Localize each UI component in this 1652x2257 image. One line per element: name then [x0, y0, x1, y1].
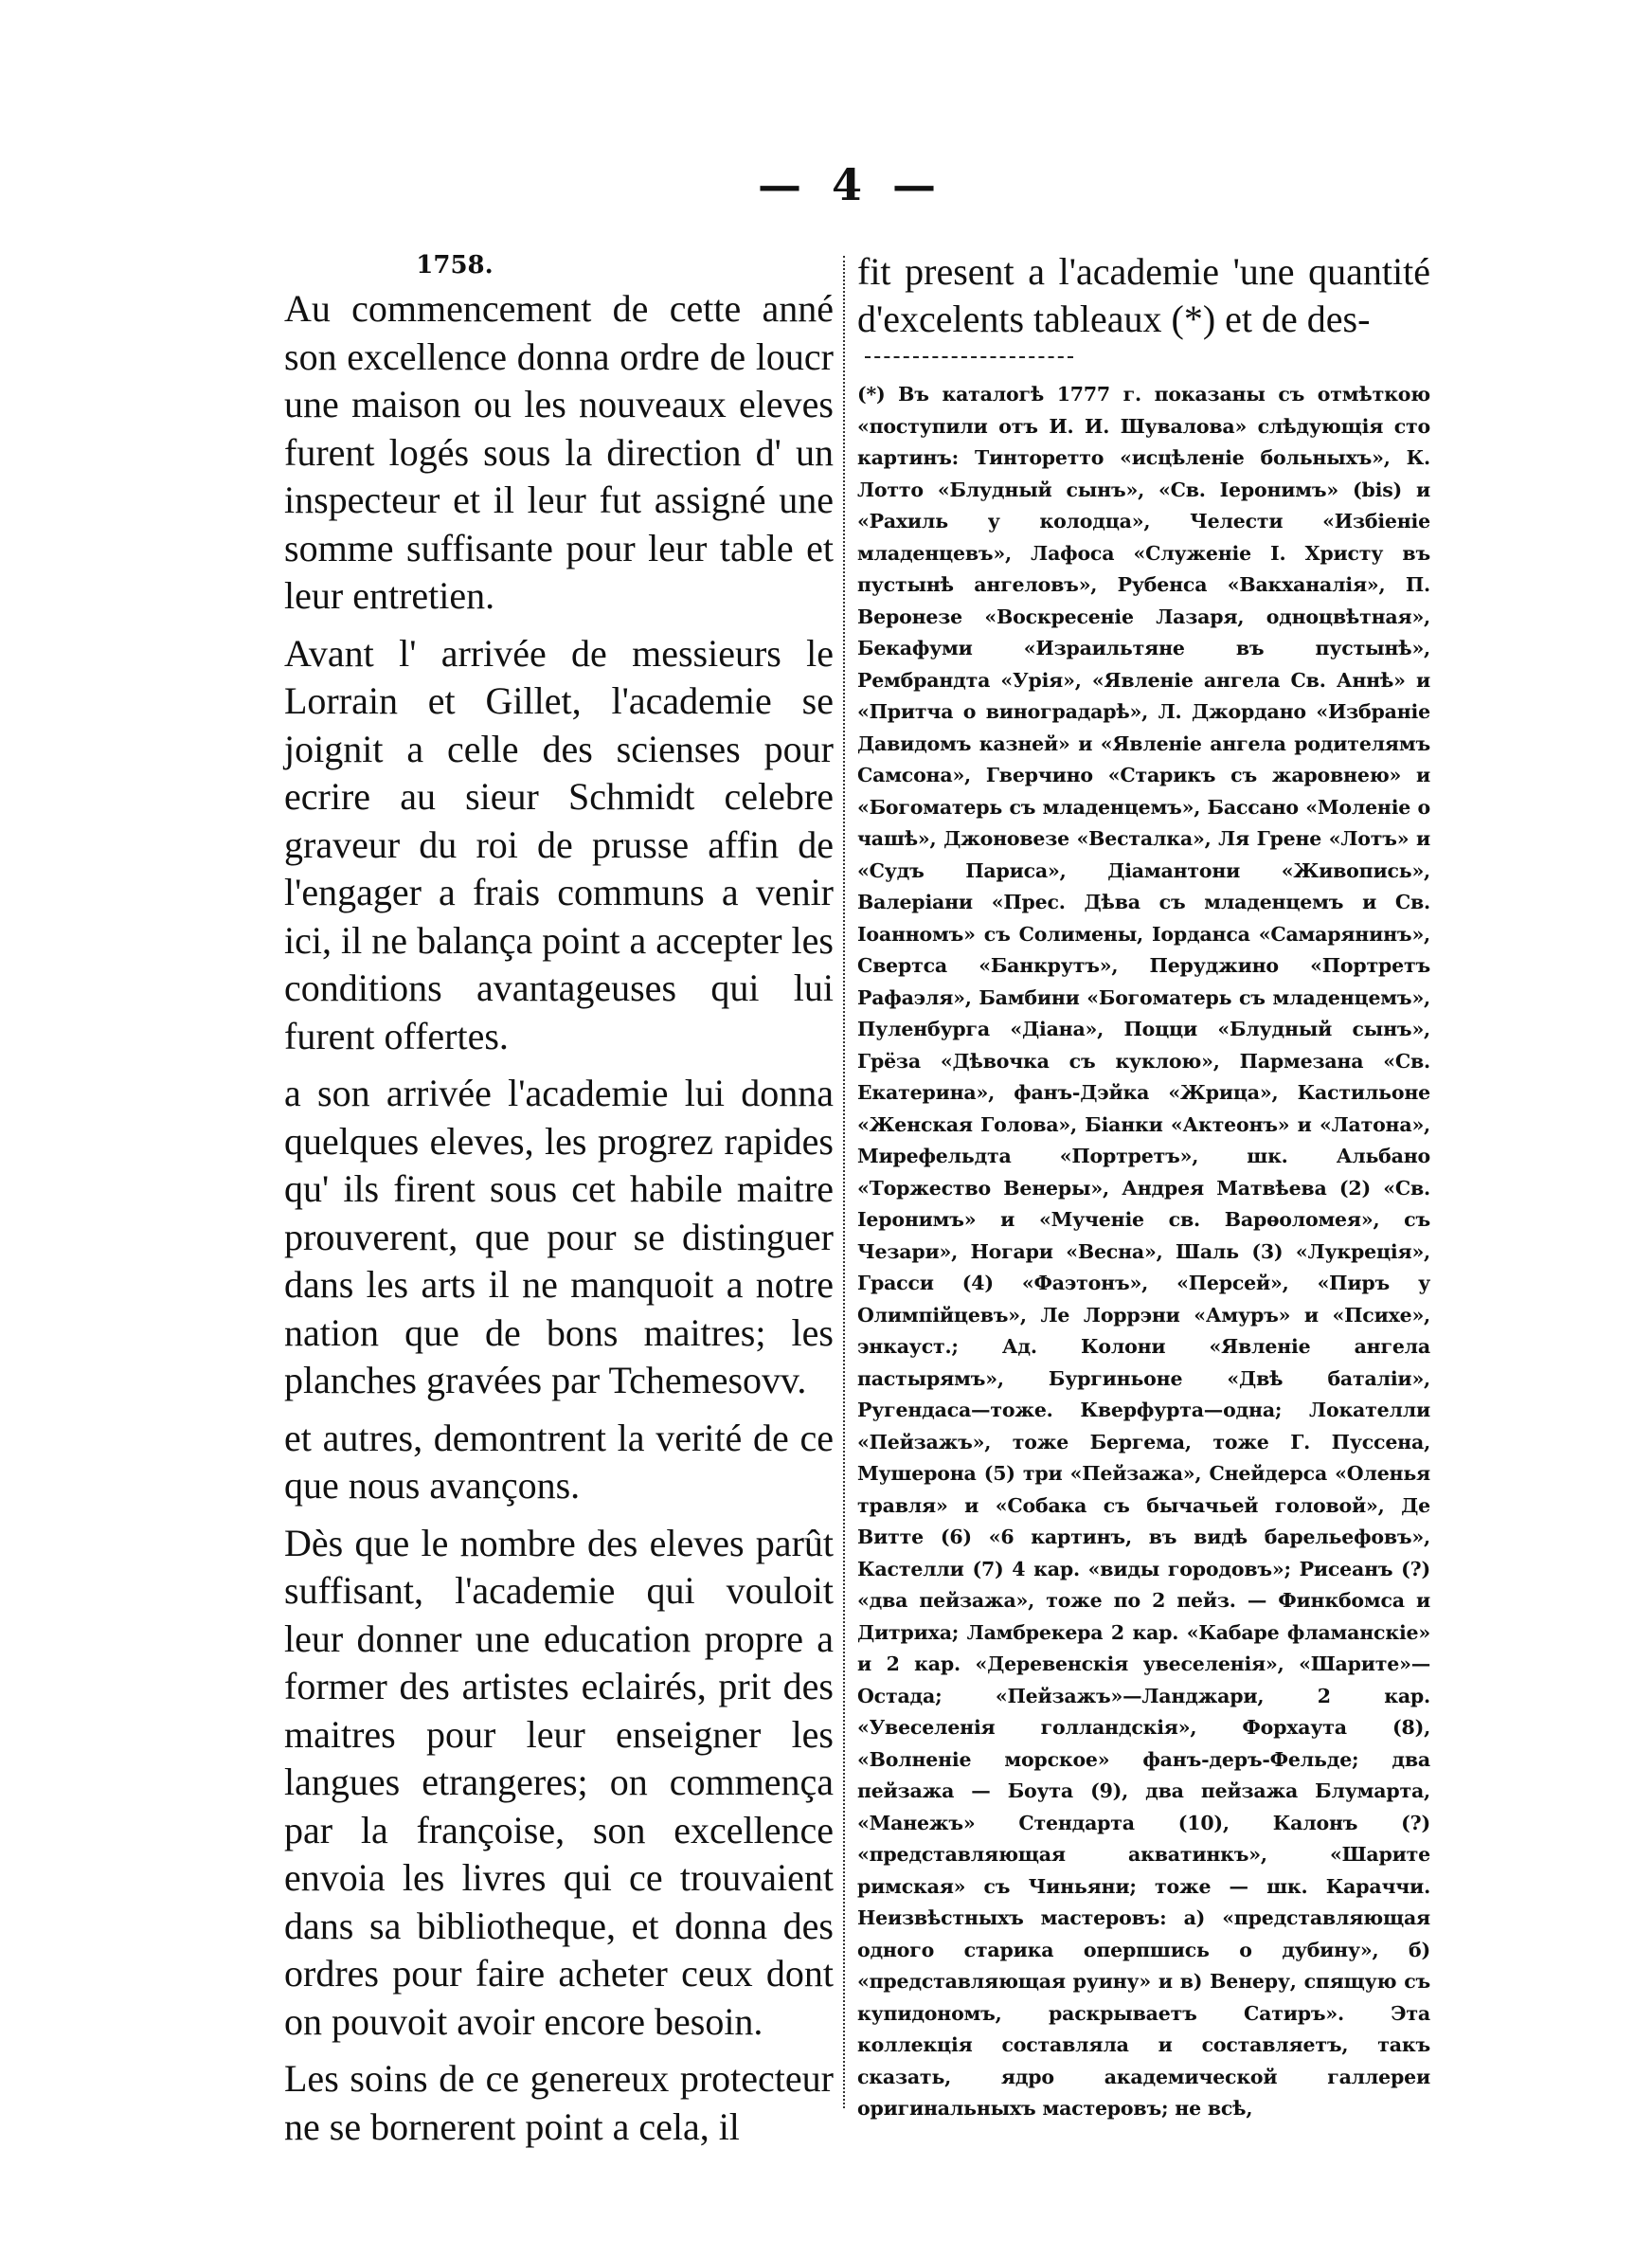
continuation-text: fit present a l'academie 'une quantité d'excelents tableaux (*) et de des-: [857, 250, 1430, 340]
continuation-text-block: [857, 248, 1430, 343]
left-column: [284, 251, 834, 2155]
paragraph-4: et autres, demontrent la verité de ce que nous avançons.: [284, 1416, 834, 1507]
page-number: — 4 —: [758, 159, 944, 210]
year-heading: 1758.: [416, 251, 494, 280]
footnote: (*) Въ каталогѣ 1777 г. показаны съ отмѣткою «поступили отъ И. И. Шувалова» слѣдующія сто картинъ: Тинторетто «исцѣленіе больныхъ», К. Лотто «Блудный сынъ», «Св. Іеронимъ» (bis) и «Рахиль у колодца», Челести «Избіеніе младенцевъ», Лафоса «Служеніе І. Христу въ пустынѣ ангеловъ», Рубенса «Вакханалія», П. Веронезе «Воскресеніе Лазаря, одноцвѣтная», Бекафуми «Израильтяне въ пустынѣ», Рембрандта «Урія», «Явленіе ангела Св. Аннѣ» и «Притча о виноградарѣ», Л. Джордано «Избраніе Давидомъ казней» и «Явленіе ангела родителямъ Самсона», Гверчино «Старикъ съ жаровнею» и «Богоматерь съ младенцемъ», Бассано «Моленіе о чашѣ», Джоновезе «Весталка», Ля Грене «Лотъ» и «Судъ Париса», Діамантони «Живопись», Валеріани «Прес. Дѣва съ младенцемъ и Св. Іоанномъ» съ Солимены, Іорданса «Самарянинъ», Свертса «Банкрутъ», Перуджино «Портретъ Рафаэля», Бамбини «Богоматерь съ младенцемъ», Пуленбурга «Діана», Поцци «Блудный сынъ», Грёза «Дѣвочка съ куклою», Пармезана «Св. Екатерина», фанъ-Дэйка «Жрица», Кастильоне «Женская Голова», Біанки «Актеонъ» и «Латона», Мирефельдта «Портретъ», шк. Альбано «Торжество Венеры», Андрея Матвѣева (2) «Св. Іеронимъ» и «Мученіе св. Варѳоломея», съ Чезари», Ногари «Весна», Шаль (3) «Лукреція», Грасси (4) «Фаэтонъ», «Персей», «Пиръ у Олимпійцевъ», Ле Лоррэни «Амуръ» и «Психе», энкауст.; Ад. Колони «Явленіе ангела пастырямъ», Бургиньоне «Двѣ баталіи», Ругендаса—тоже. Кверфурта—одна; Локателли «Пейзажъ», тоже Бергема, тоже Г. Пуссена, Мушерона (5) три «Пейзажа», Снейдерса «Оленья травля» и «Собака съ бычачьей головой», Де Витте (6) «6 картинъ, въ видѣ барельефовъ», Кастелли (7) 4 кар. «виды городовъ»; Рисеанъ (?) «два пейзажа», тоже по 2 пейз. — Финкбомса и Дитриха; Ламбрекера 2 кар. «Кабаре фламанскіе» и 2 кар. «Деревенскія увеселенія», «Шарите»—Остада; «Пейзажъ»—Ланджари, 2 кар. «Увеселенія голландскія», Форхаута (8), «Волненіе морское» фанъ-деръ-Фельде; два пейзажа — Боута (9), два пейзажа Блумарта, «Манежъ» Стендарта (10), Калонъ (?) «представляющая акватинкъ», «Шарите римская» съ Чиньяни; тоже — шк. Караччи. Неизвѣстныхъ мастеровъ: а) «представляющая одного старика оперпшись о дубину», б) «представляющая руину» и в) Венеру, спящую съ купидономъ, раскрываетъ Сатиръ». Эта коллекція составляла и составляетъ, такъ сказать, ядро академической галлереи оригинальныхъ мастеровъ; не всѣ,: [857, 383, 1430, 2120]
right-column: [857, 248, 1430, 2125]
paragraph-2: Avant l' arrivée de messieurs le Lorrain et Gillet, l'academie se joignit a celle des scienses pour ecrire au sieur Schmidt celebre graveur du roi de prusse affin de l'engager a frais communs a venir ici, il ne balança point a accepter les conditions avantageuses qui lui furent offertes.: [284, 631, 834, 1057]
paragraph-5: Dès que le nombre des eleves parût suffisant, l'academie qui vouloit leur donner une education propre a former des artistes eclairés, prit des maitres pour leur enseigner les langues etrangeres; on commença par la françoise, son excellence envoia les livres qui ce trouvaient dans sa bibliotheque, et donna des ordres pour faire acheter ceux dont on pouvoit avoir encore besoin.: [284, 1521, 834, 2043]
footnote-rule: [865, 356, 1073, 358]
paragraph-1: Au commencement de cette anné son excellence donna ordre de loucr une maison ou les nouveaux eleves furent logés sous la direction d' un inspecteur et il leur fut assigné une somme suffisante pour leur table et leur entretien.: [284, 287, 834, 617]
column-divider: [843, 256, 845, 2108]
paragraph-3: a son arrivée l'academie lui donna quelques eleves, les progrez rapides qu' ils firent sous cet habile maitre prouverent, que pour se distinguer dans les arts il ne manquoit a notre nation que de bons maitres; les planches gravées par Tchemesovv.: [284, 1072, 834, 1401]
paragraph-6: Les soins de ce genereux protecteur ne se bornerent point a cela, il: [284, 2057, 834, 2148]
